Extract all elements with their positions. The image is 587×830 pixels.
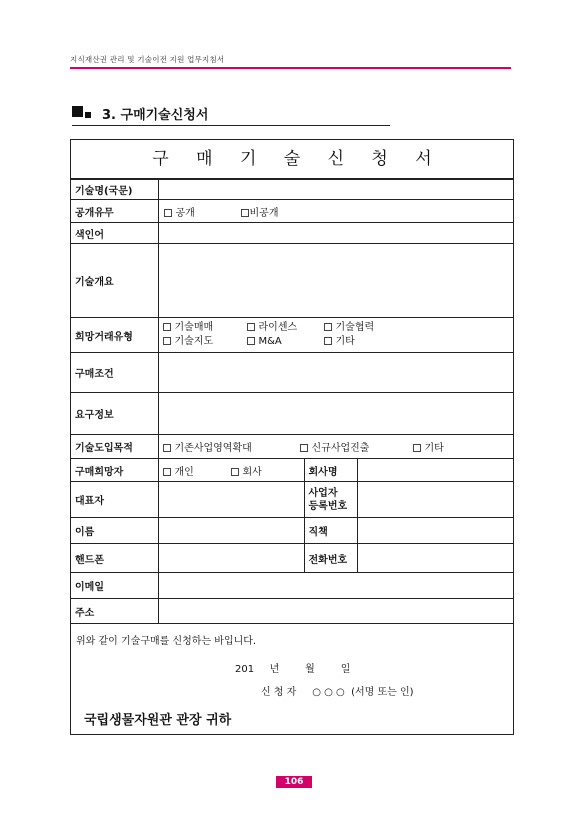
row-disclosure (71, 200, 513, 223)
option-label: 기타 (335, 336, 355, 347)
field-deal-type (158, 318, 513, 353)
option-label: 비공개 (249, 207, 279, 219)
checkbox-icon (164, 209, 172, 217)
checkbox-icon (241, 209, 249, 217)
row-address (71, 599, 513, 624)
option-label: 신규사업진출 (311, 443, 370, 454)
checkbox-icon (413, 444, 421, 452)
field-email[interactable] (158, 573, 513, 599)
label-email: 이메일 (71, 573, 158, 599)
label-line: 사업자 (308, 487, 338, 499)
option-private[interactable] (241, 204, 279, 219)
field-purpose (158, 435, 513, 459)
option-tech-guidance[interactable] (163, 335, 247, 349)
checkbox-icon (231, 468, 239, 476)
label-disclosure: 공개유무 (71, 200, 158, 223)
field-requirements[interactable] (158, 393, 513, 435)
option-m-and-a[interactable] (247, 335, 324, 349)
field-conditions[interactable] (158, 353, 513, 393)
label-position: 직책 (304, 518, 357, 544)
option-label: 라이센스 (258, 322, 298, 333)
checkbox-icon (163, 444, 171, 452)
date-line: 201 년 월 일 (235, 664, 351, 675)
label-phone: 전화번호 (304, 544, 357, 573)
row-tech-name (71, 180, 513, 200)
option-label: 기존사업영역확대 (174, 443, 252, 454)
section-title: 3. 구매기술신청서 (102, 108, 209, 123)
label-business-registration (304, 482, 357, 518)
label-representative: 대표자 (71, 482, 158, 518)
option-expand-existing[interactable] (163, 439, 300, 454)
signature-area (71, 624, 513, 772)
row-conditions (71, 353, 513, 393)
option-new-business[interactable] (300, 439, 413, 454)
option-individual[interactable] (163, 463, 231, 478)
page-number: 106 (276, 776, 312, 788)
field-representative[interactable] (158, 482, 304, 518)
checkbox-icon (300, 444, 308, 452)
row-representative (71, 482, 513, 518)
field-position[interactable] (357, 518, 513, 544)
form-table (71, 179, 513, 624)
label-address: 주소 (71, 599, 158, 624)
option-purpose-other[interactable] (413, 439, 444, 454)
label-line: 등록번호 (308, 500, 348, 512)
field-overview[interactable] (158, 244, 513, 318)
purchase-tech-application-form (70, 139, 514, 735)
field-address[interactable] (158, 599, 513, 624)
field-phone[interactable] (357, 544, 513, 573)
option-tech-cooperation[interactable] (324, 321, 375, 335)
bullet-square-icon (72, 106, 83, 117)
checkbox-icon (247, 337, 255, 345)
label-name: 이름 (71, 518, 158, 544)
option-label: 기술지도 (174, 336, 214, 347)
application-statement: 위와 같이 기술구매를 신청하는 바입니다. (76, 636, 257, 647)
label-conditions: 구매조건 (71, 353, 158, 393)
option-label: 기술협력 (335, 322, 375, 333)
label-buyer: 구매희망자 (71, 459, 158, 482)
field-company-name[interactable] (357, 459, 513, 482)
field-name[interactable] (158, 518, 304, 544)
label-mobile: 핸드폰 (71, 544, 158, 573)
row-name (71, 518, 513, 544)
option-label: 회사 (242, 466, 262, 478)
addressee: 국립생물자원관 관장 귀하 (84, 713, 232, 728)
label-overview: 기술개요 (71, 244, 158, 318)
field-tech-name[interactable] (158, 180, 513, 200)
field-business-registration[interactable] (357, 482, 513, 518)
checkbox-icon (163, 323, 171, 331)
form-title: 구 매 기 술 신 청 서 (71, 140, 513, 179)
option-company[interactable] (231, 463, 262, 478)
label-keywords: 색인어 (71, 223, 158, 244)
checkbox-icon (324, 323, 332, 331)
bullet-small-square-icon (85, 112, 91, 118)
option-label: 기술매매 (174, 322, 214, 333)
row-keywords (71, 223, 513, 244)
applicant-signature-line: 신 청 자 ○ ○ ○ (서명 또는 인) (261, 687, 414, 698)
option-label: 기타 (424, 443, 444, 454)
row-mobile (71, 544, 513, 573)
label-tech-name: 기술명(국문) (71, 180, 158, 200)
checkbox-icon (247, 323, 255, 331)
row-deal-type (71, 318, 513, 353)
section-heading (72, 103, 390, 126)
row-buyer (71, 459, 513, 482)
field-keywords[interactable] (158, 223, 513, 244)
checkbox-icon (324, 337, 332, 345)
option-public[interactable] (164, 204, 241, 219)
option-label: M&A (258, 336, 282, 347)
option-other[interactable] (324, 335, 355, 349)
option-license[interactable] (247, 321, 324, 335)
field-buyer-type (158, 459, 304, 482)
row-requirements (71, 393, 513, 435)
running-header: 지식재산권 관리 및 기술이전 지원 업무지침서 (70, 55, 225, 64)
label-deal-type: 희망거래유형 (71, 318, 158, 353)
checkbox-icon (163, 468, 171, 476)
checkbox-icon (163, 337, 171, 345)
row-email (71, 573, 513, 599)
field-mobile[interactable] (158, 544, 304, 573)
option-label: 공개 (175, 207, 195, 219)
field-disclosure (158, 200, 513, 223)
row-purpose (71, 435, 513, 459)
header-rule (70, 67, 511, 69)
label-requirements: 요구정보 (71, 393, 158, 435)
option-tech-sale[interactable] (163, 321, 247, 335)
label-company-name: 회사명 (304, 459, 357, 482)
option-label: 개인 (174, 466, 194, 478)
row-overview (71, 244, 513, 318)
label-purpose: 기술도입목적 (71, 435, 158, 459)
